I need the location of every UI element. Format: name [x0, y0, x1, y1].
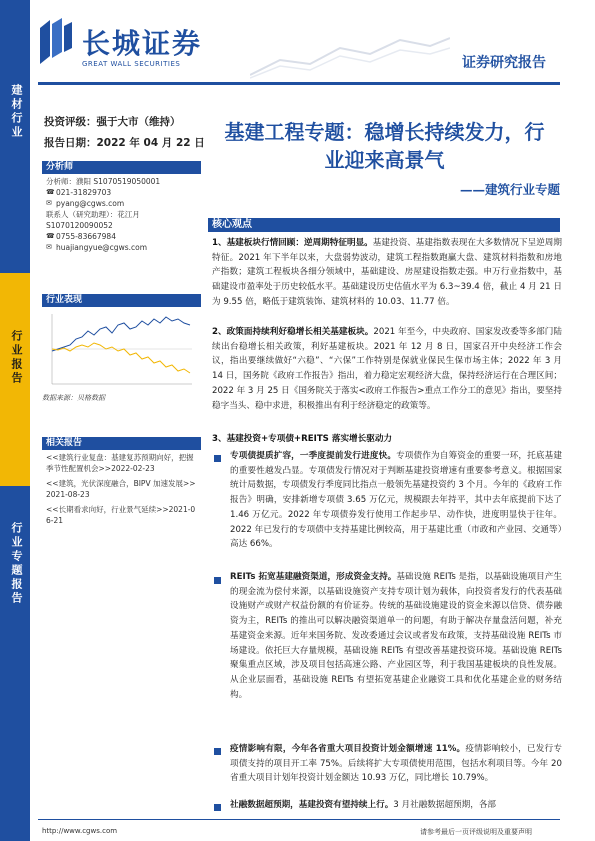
bullet-2 [230, 570, 562, 702]
market-index-line [52, 343, 190, 373]
bullet-marker [214, 455, 221, 462]
paragraph-3-heading-text: 3、基建投资+专项债+REITS 落实增长驱动力 [212, 434, 393, 444]
bullet-1-heading: 专项债提质扩容，一季度提前发行进度快。 [230, 451, 397, 461]
bullet-1 [230, 449, 562, 552]
report-subtitle: ——建筑行业专题 [459, 182, 560, 197]
phone-icon: ☎ [46, 188, 55, 196]
related-report-item[interactable]: <<建筑，光伏深度融合，BIPV 加速发展>>2021-08-23 [46, 479, 196, 499]
bullet-3 [230, 742, 562, 786]
sidebar-topic-label: 行业专题报告 [10, 522, 23, 606]
paragraph-2-heading: 2、政策面持续利好稳增长相关基建板块。 [212, 327, 374, 337]
analyst-line-text: 021-31829703 [56, 188, 112, 197]
analyst-line-text: S1070120090052 [46, 221, 113, 230]
sidebar-report-label: 行业报告 [10, 330, 23, 386]
bullet-4 [230, 798, 562, 813]
analyst-line-text[interactable]: pyang@cgws.com [56, 199, 125, 208]
analyst-line-text: 分析师：濮阳 S1070519050001 [46, 177, 161, 186]
related-reports-heading: 相关报告 [42, 437, 201, 450]
logo-english-name: GREAT WALL SECURITIES [82, 60, 181, 68]
footer-url[interactable]: http://www.cgws.com [42, 827, 118, 835]
report-date: 报告日期：2022 年 04 月 22 日 [44, 137, 205, 149]
paragraph-1-heading: 1、基建板块行情回顾：逆周期特征明显。 [212, 238, 373, 248]
footer-disclaimer: 请参考最后一页评级说明及重要声明 [420, 828, 532, 836]
chart-source-note: 数据来源：贝格数据 [42, 394, 105, 402]
paragraph-1-text: 基建投资、基建指数表现在大多数情况下呈逆周期特征。2021 年下半年以来，大盘弱势波动，建筑工程指数跑赢大盘、建筑材料指数和房地产指数；建筑工程板块各细分领域中，基础建设、房屋建设指数走强。申万行业指数中，基础建设市盈率处于历史较低水平。基础建设历史估值水平为 6.3~39.4 倍，截止 4 月 21 日为 9.55 倍，略低于建筑装饰、建筑材料的 10.03、11.77 倍。 [212, 238, 562, 307]
bullet-3-text: 疫情影响较小，已发行专项债支持的项目开工率 75%。后续将扩大专项债使用范围，包括水利项目等。今年 20 省重大项目计划年投资计划金额达 10.93 万亿，同比增长 10.79%。 [230, 744, 562, 784]
great-wall-logo-icon [38, 18, 73, 66]
core-view-bar [208, 218, 560, 232]
logo-chinese-name: 长城证券 [82, 27, 203, 60]
analyst-line [46, 231, 160, 242]
bullet-4-text: 3 月社融数据超预期，各部 [393, 800, 497, 810]
analyst-line [46, 187, 160, 198]
analyst-heading: 分析师 [42, 161, 201, 174]
bullet-marker [214, 577, 221, 584]
industry-index-line [52, 317, 190, 351]
analyst-line [46, 242, 160, 253]
bullet-3-heading: 疫情影响有限，今年各省重大项目投资计划金额增速 11%。 [230, 744, 466, 754]
related-report-item[interactable]: <<建筑行业复盘：基建复苏预期向好，把握季节性配置机会>>2022-02-23 [46, 453, 194, 473]
sidebar-industry-label: 建材行业 [10, 84, 23, 140]
analyst-line-text: 联系人（研究助理）：花江月 [46, 210, 140, 219]
analyst-line-text: 0755-83667984 [56, 232, 116, 241]
great-wall-watermark [250, 20, 450, 80]
header-divider [38, 82, 560, 85]
bullet-1-text: 专项债作为自筹资金的重要一环，托底基建的重要性越发凸显。专项债发行情况对于判断基建投资增速有重要参考意义。根据国家统计局数据，专项债发行季度同比指点一般领先基建投资约 3 个月。今年的《政府工作报告》明确，安排新增专项债 3.65 万亿元，规模跟去年持平，其中去年底提前下达了 1.46 万亿元。2022 年专项债券发行使用工作起步早、动作快，进度明显快于往年。2022 年已发行的专项债中支持基建比例较高，用于基建比重（市政和产业园、交通等）高达 66%。 [230, 451, 562, 550]
report-title [212, 118, 557, 174]
paragraph-2 [212, 325, 562, 413]
related-report-item[interactable]: <<长期看求向好，行业景气延续>>2021-06-21 [46, 505, 196, 525]
paragraph-1 [212, 236, 562, 310]
email-icon: ✉ [46, 243, 52, 251]
bullet-4-heading: 社融数据超预期，基建投资有望持续上行。 [230, 800, 394, 810]
bullet-marker [214, 748, 221, 755]
industry-trend-chart [42, 309, 197, 389]
investment-rating: 投资评级：强于大市（维持） [44, 116, 181, 128]
analyst-info [46, 176, 160, 253]
footer-divider [38, 819, 560, 820]
related-reports-list [46, 452, 196, 530]
analyst-line [46, 209, 160, 220]
email-icon: ✉ [46, 199, 52, 207]
analyst-line [46, 198, 160, 209]
bullet-marker [214, 804, 221, 811]
analyst-line [46, 220, 160, 231]
analyst-line-text[interactable]: huajiangyue@cgws.com [56, 243, 148, 252]
report-title-line2: 业迎来高景气 [324, 148, 445, 172]
bullet-2-heading: REITs 拓宽基建融资渠道，形成资金支持。 [230, 572, 397, 582]
report-title-line1: 基建工程专题：稳增长持续发力，行 [224, 120, 545, 144]
analyst-line [46, 176, 160, 187]
paragraph-3-heading [212, 432, 562, 447]
core-view-label: 核心观点 [212, 219, 252, 230]
report-type: 证券研究报告 [462, 55, 546, 71]
paragraph-2-text: 2021 年至今，中央政府、国家发改委等多部门陆续出台稳增长相关政策，利好基建板块。2021 年 12 月 8 日，国家召开中央经济工作会议，指出要继续做好“六稳”、“六保”工作特别是保就业保民生保市场主体；2022 年 3 月 14 日，国务院《政府工作报告》指出，着力稳定宏观经济大盘，保持经济运行在合理区间；2022 年 3 月 25 日《国务院关于落实<政府工作报告>重点工作分工的意见》指出，要坚持稳字当头、稳中求进，积极推出有利于经济稳定的政策等。 [212, 327, 562, 411]
phone-icon: ☎ [46, 232, 55, 240]
bullet-2-text: 基础设施 REITs 是指，以基础设施项目产生的现金流为偿付来源，以基础设施资产支持专项计划为载体，向投资者发行的代表基础设施财产或财产权益份额的有价证券。传统的基础设施建设的资金来源以信贷、债券融资为主，REITs 的推出可以解决融资渠道单一的问题，有助于解决存量盘活问题，补充基建资金来源。近年来国务院、发改委通过会议或者发布政策，支持基础设施 REITs 市场建设。依托巨大存量规模，基础设施 REITs 有望改善基建投资环境。基础设施 REITs 聚集重点区域，涉及项目包括高速公路、产业园区等，利于我国基建板块的良性发展。从企业层面看，基础设施 REITs 有望拓宽基建企业融资工具和优化基建企业的财务结构。 [230, 572, 562, 700]
trend-heading: 行业表现 [42, 294, 201, 307]
